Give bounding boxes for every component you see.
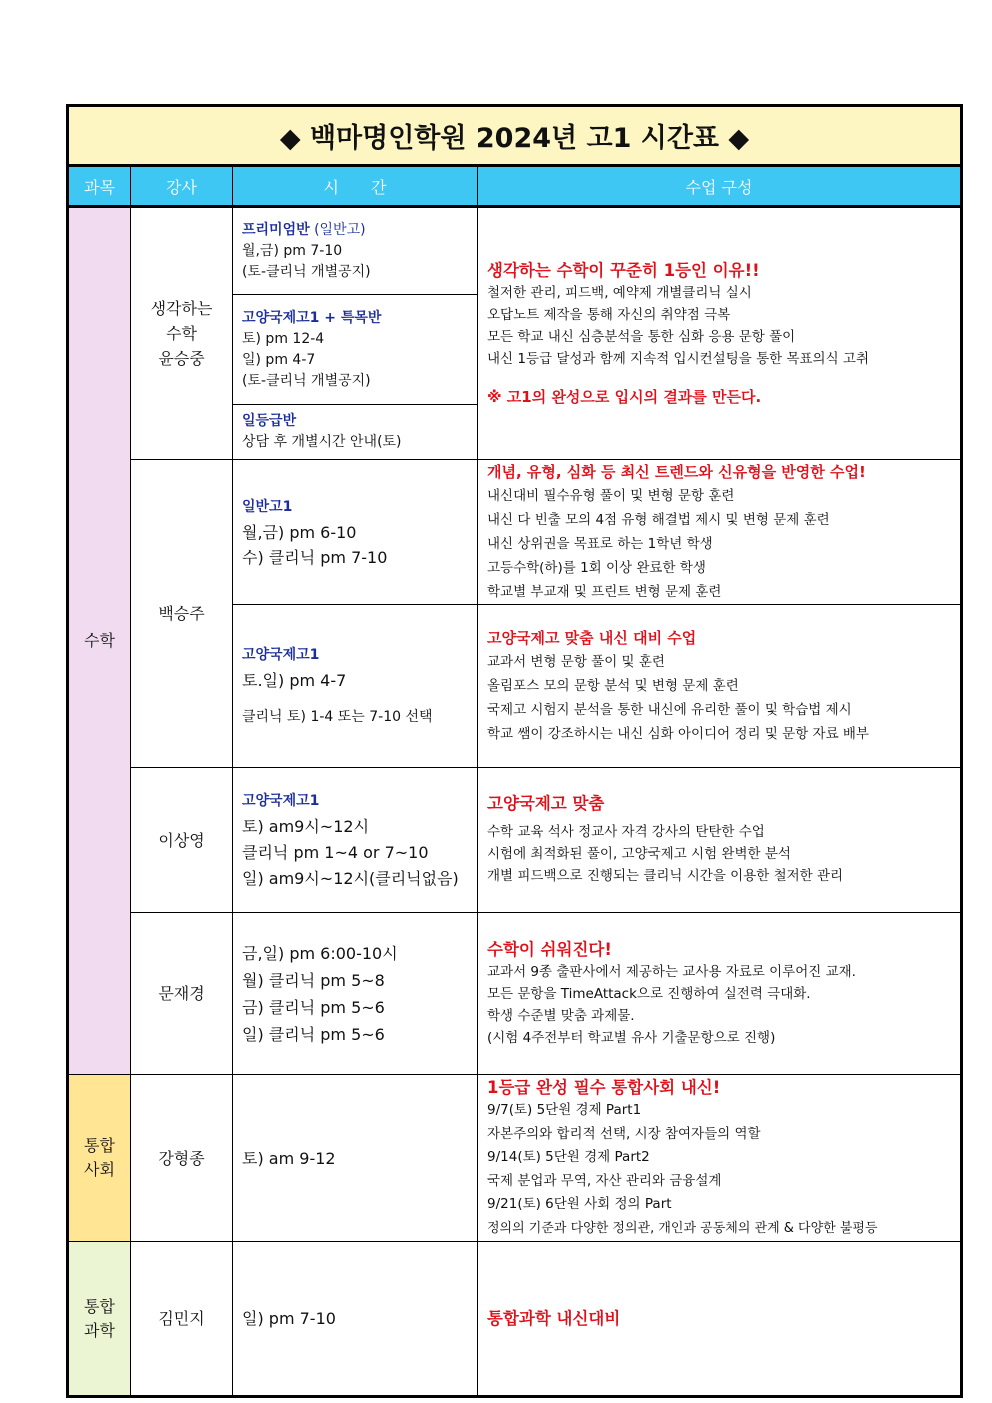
content-headline: 1등급 완성 필수 통합사회 내신! [487, 1077, 721, 1097]
content-line: 교과서 변형 문항 풀이 및 훈련 [487, 654, 665, 670]
slot-line: 토) am9시~12시 [242, 817, 370, 836]
header-content: 수업 구성 [478, 166, 962, 207]
content-line: 개별 피드백으로 진행되는 클리닉 시간을 이용한 철저한 관리 [487, 868, 844, 884]
content-line: 철저한 관리, 피드백, 예약제 개별클리닉 실시 [487, 284, 752, 301]
slot-line: 금,일) pm 6:00-10시 [242, 943, 398, 963]
slot-label: 고양국제고1 [242, 646, 320, 663]
content-headline: 고양국제고 맞춤 내신 대비 수업 [487, 629, 697, 647]
teacher-yoon [131, 207, 233, 460]
yoon-content [478, 207, 962, 460]
slot-line: 클리닉 pm 1~4 or 7~10 [242, 843, 429, 862]
content-line: 고등수학(하)를 1회 이상 완료한 학생 [487, 560, 706, 576]
content-line: 학교별 부교재 및 프린트 변형 문제 훈련 [487, 584, 722, 600]
header-teacher: 강사 [131, 166, 233, 207]
content-line: 모든 문항을 TimeAttack으로 진행하여 실전력 극대화. [487, 985, 811, 1002]
slot-label: 고양국제고1 [242, 793, 320, 809]
content-headline: 고양국제고 맞춤 [487, 794, 605, 813]
yoon-slot-premium [233, 207, 478, 295]
slot-line: 토.일) pm 4-7 [242, 670, 347, 690]
teacher-yoon-line2: 수학 [166, 324, 197, 343]
lee-slot [233, 768, 478, 913]
kang-slot: 토) am 9-12 [233, 1075, 478, 1242]
subject-science-line2: 과학 [84, 1320, 115, 1340]
slot-line: 일) 클리닉 pm 5~6 [242, 1024, 385, 1044]
slot-line: 월,금) pm 6-10 [242, 522, 357, 542]
subject-social [68, 1075, 131, 1242]
baek-slot-goyang [233, 605, 478, 768]
moon-content [478, 913, 962, 1075]
baek-content-general [478, 460, 962, 605]
timetable [66, 104, 963, 1398]
content-line: 모든 학교 내신 심층분석을 통한 심화 응용 문항 풀이 [487, 328, 796, 345]
teacher-baek: 백승주 [131, 460, 233, 768]
teacher-lee: 이상영 [131, 768, 233, 913]
teacher-yoon-line3: 윤승중 [158, 349, 205, 368]
teacher-kang: 강형종 [131, 1075, 233, 1242]
slot-line: 일) am9시~12시(클리닉없음) [242, 869, 459, 888]
lee-content [478, 768, 962, 913]
content-line: 국제 분업과 무역, 자산 관리와 금융설계 [487, 1172, 722, 1189]
content-headline: 개념, 유형, 심화 등 최신 트렌드와 신유형을 반영한 수업! [487, 463, 866, 481]
content-line: 시험에 최적화된 풀이, 고양국제고 시험 완벽한 분석 [487, 846, 791, 862]
kang-content [478, 1075, 962, 1242]
baek-content-goyang [478, 605, 962, 768]
content-headline: 생각하는 수학이 꾸준히 1등인 이유!! [487, 260, 760, 280]
slot-line: 상담 후 개별시간 안내(토) [242, 434, 402, 450]
yoon-slot-first-grade [233, 405, 478, 460]
baek-slot-general [233, 460, 478, 605]
slot-label: 일등급반 [242, 413, 297, 429]
subject-science-line1: 통합 [84, 1296, 115, 1316]
content-headline: 수학이 쉬워진다! [487, 939, 612, 959]
content-line: 내신 상위권을 목표로 하는 1학년 학생 [487, 536, 713, 552]
page-title: ◆ 백마명인학원 2024년 고1 시간표 ◆ [68, 106, 962, 166]
content-line: 수학 교육 석사 정교사 자격 강사의 탄탄한 수업 [487, 824, 765, 840]
moon-slot [233, 913, 478, 1075]
content-line: 내신대비 필수유형 풀이 및 변형 문항 훈련 [487, 488, 735, 504]
slot-line: 일) pm 4-7 [242, 351, 316, 368]
content-line: 자본주의와 합리적 선택, 시장 참여자들의 역할 [487, 1125, 761, 1142]
header-subject: 과목 [68, 166, 131, 207]
slot-line: 클리닉 토) 1-4 또는 7-10 선택 [242, 708, 433, 725]
content-line: 9/7(토) 5단원 경제 Part1 [487, 1102, 642, 1119]
content-line: 정의의 기준과 다양한 정의관, 개인과 공동체의 관계 & 다양한 불평등 [487, 1220, 878, 1236]
teacher-yoon-line1: 생각하는 [150, 299, 213, 318]
content-note: ※ 고1의 완성으로 입시의 결과를 만든다. [487, 387, 762, 406]
slot-line: (토-클리닉 개별공지) [242, 372, 371, 389]
subject-social-line2: 사회 [84, 1160, 115, 1179]
slot-label: 일반고1 [242, 498, 293, 515]
content-line: 내신 1등급 달성과 함께 지속적 입시컨설팅을 통한 목표의식 고취 [487, 350, 869, 367]
slot-note: (일반고) [309, 221, 366, 238]
content-line: (시험 4주전부터 학교별 유사 기출문항으로 진행) [487, 1029, 776, 1046]
slot-line: 월,금) pm 7-10 [242, 242, 343, 259]
content-line: 학생 수준별 맞춤 과제물. [487, 1007, 635, 1024]
content-headline: 통합과학 내신대비 [487, 1308, 621, 1328]
slot-line: 수) 클리닉 pm 7-10 [242, 547, 388, 567]
yoon-slot-goyang [233, 295, 478, 405]
slot-line: 월) 클리닉 pm 5~8 [242, 970, 385, 990]
content-line: 오답노트 제작을 통해 자신의 취약점 극복 [487, 306, 731, 323]
teacher-kim: 김민지 [131, 1242, 233, 1397]
content-line: 올림포스 모의 문항 분석 및 변형 문제 훈련 [487, 678, 739, 694]
header-time: 시 간 [233, 166, 478, 207]
slot-label: 프리미엄반 [242, 221, 310, 238]
subject-science [68, 1242, 131, 1397]
content-line: 9/21(토) 6단원 사회 정의 Part [487, 1196, 672, 1213]
slot-line: 금) 클리닉 pm 5~6 [242, 997, 385, 1017]
kim-content [478, 1242, 962, 1397]
content-line: 학교 쌤이 강조하시는 내신 심화 아이디어 정리 및 문항 자료 배부 [487, 726, 869, 742]
subject-math: 수학 [68, 207, 131, 1075]
slot-line: (토-클리닉 개별공지) [242, 263, 371, 280]
content-line: 내신 다 빈출 모의 4점 유형 해결법 제시 및 변형 문제 훈련 [487, 512, 830, 528]
slot-label: 고양국제고1 + 특목반 [242, 309, 382, 326]
content-line: 9/14(토) 5단원 경제 Part2 [487, 1149, 650, 1166]
teacher-moon: 문재경 [131, 913, 233, 1075]
content-line: 국제고 시험지 분석을 통한 내신에 유리한 풀이 및 학습법 제시 [487, 702, 852, 718]
subject-social-line1: 통합 [84, 1136, 115, 1155]
slot-line: 토) pm 12-4 [242, 330, 325, 347]
content-line: 교과서 9종 출판사에서 제공하는 교사용 자료로 이루어진 교재. [487, 963, 856, 980]
kim-slot: 일) pm 7-10 [233, 1242, 478, 1397]
